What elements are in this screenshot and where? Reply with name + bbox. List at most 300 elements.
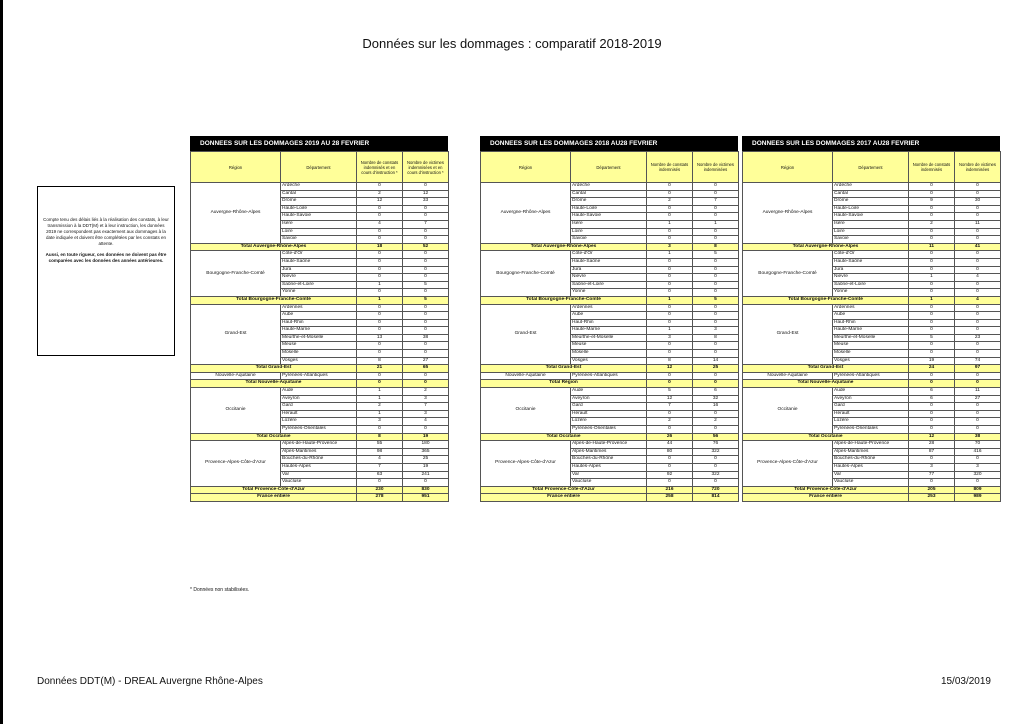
department-cell: Hautes-Alpes (833, 463, 909, 471)
department-cell: Haute-Savoie (281, 213, 357, 221)
victimes-cell: 0 (403, 327, 449, 335)
department-cell: Hautes-Alpes (571, 463, 647, 471)
france-constats-cell: 253 (909, 494, 955, 502)
table-row (191, 372, 449, 380)
victimes-cell: 2 (693, 418, 739, 426)
table-row (743, 441, 1001, 449)
constats-cell: 0 (909, 190, 955, 198)
victimes-cell: 0 (693, 372, 739, 380)
france-victimes-cell: 951 (403, 494, 449, 502)
victimes-cell: 0 (403, 350, 449, 358)
table-row (481, 441, 739, 449)
total-label: Total Auvergne-Rhône-Alpes (191, 243, 357, 251)
total-label: Total Région (481, 380, 647, 388)
department-cell: Alpes-de-Haute-Provence (281, 441, 357, 449)
total-label: Total Occitanie (191, 433, 357, 441)
constats-cell: 0 (909, 426, 955, 434)
victimes-cell: 7 (403, 403, 449, 411)
constats-cell: 0 (909, 236, 955, 244)
victimes-cell: 5 (693, 251, 739, 259)
victimes-cell: 0 (955, 251, 1001, 259)
constats-cell: 0 (357, 426, 403, 434)
victimes-cell: 0 (403, 183, 449, 191)
department-cell: Moselle (571, 350, 647, 358)
constats-cell: 12 (647, 395, 693, 403)
total-victimes-cell: 65 (403, 365, 449, 373)
constats-cell: 4 (357, 456, 403, 464)
department-cell: Haut-Rhin (281, 319, 357, 327)
victimes-cell: 30 (955, 198, 1001, 206)
victimes-cell: 0 (693, 213, 739, 221)
department-cell: Haut-Rhin (571, 319, 647, 327)
total-constats-cell: 3 (647, 243, 693, 251)
note-paragraph-1: Compte tenu des délais liés à la réalisation des constats, à leur transmission à la DDT(M) et à leur instruction, les données 2019 ne correspondent pas exactement aux dommages à la date indiquée et doivent être complétées par les constats en attente. (43, 217, 169, 247)
department-cell: Haute-Saône (833, 258, 909, 266)
victimes-cell: 8 (693, 334, 739, 342)
department-cell: Haute-Loire (281, 205, 357, 213)
constats-cell: 0 (647, 426, 693, 434)
victimes-cell: 0 (693, 304, 739, 312)
victimes-cell: 3 (403, 395, 449, 403)
table-row (743, 183, 1001, 191)
victimes-cell: 0 (955, 456, 1001, 464)
department-cell: Isère (571, 220, 647, 228)
victimes-cell: 0 (955, 289, 1001, 297)
france-total-label: France entière (481, 494, 647, 502)
total-constats-cell: 1 (909, 296, 955, 304)
total-row (191, 486, 449, 494)
table-row (743, 304, 1001, 312)
total-constats-cell: 21 (357, 365, 403, 373)
department-cell: Vosges (833, 357, 909, 365)
table-row (481, 372, 739, 380)
department-cell: Alpes-Maritimes (833, 448, 909, 456)
region-cell: Provence-Alpes-Côte-d'Azur (191, 441, 281, 487)
total-victimes-cell: 809 (955, 486, 1001, 494)
department-cell: Drôme (281, 198, 357, 206)
department-cell: Meurthe-et-Moselle (281, 334, 357, 342)
victimes-cell: 0 (693, 426, 739, 434)
department-cell: Loire (281, 228, 357, 236)
constats-cell: 92 (647, 471, 693, 479)
damage-table-2018 (480, 136, 738, 502)
department-cell: Cantal (281, 190, 357, 198)
constats-cell: 0 (909, 312, 955, 320)
column-header-department: Département (571, 152, 647, 183)
department-cell: Pyrénées-Atlantiques (571, 372, 647, 380)
column-header-constats: Nombre de constats indemnisés et en cours d'instruction * (357, 152, 403, 183)
table-row (191, 183, 449, 191)
victimes-cell: 0 (693, 205, 739, 213)
constats-cell: 1 (647, 220, 693, 228)
department-cell: Loire (571, 228, 647, 236)
department-cell: Hautes-Alpes (281, 463, 357, 471)
france-total-row (481, 494, 739, 502)
victimes-cell: 7 (693, 198, 739, 206)
region-cell: Nouvelle-Aquitaine (191, 372, 281, 380)
department-cell: Drôme (833, 198, 909, 206)
total-row (481, 365, 739, 373)
department-cell: Haute-Loire (571, 205, 647, 213)
department-cell: Haute-Saône (281, 258, 357, 266)
department-cell: Nièvre (281, 274, 357, 282)
total-victimes-cell: 19 (403, 433, 449, 441)
constats-cell: 0 (357, 312, 403, 320)
victimes-cell: 0 (955, 258, 1001, 266)
department-cell: Vosges (281, 357, 357, 365)
constats-cell: 0 (647, 228, 693, 236)
total-constats-cell: 12 (909, 433, 955, 441)
column-header-region: Région (191, 152, 281, 183)
total-label: Total Auvergne-Rhône-Alpes (743, 243, 909, 251)
total-row (743, 243, 1001, 251)
department-cell: Gard (571, 403, 647, 411)
column-header-region: Région (481, 152, 571, 183)
victimes-cell: 322 (693, 471, 739, 479)
constats-cell: 6 (909, 395, 955, 403)
department-cell: Var (833, 471, 909, 479)
total-label: Total Provence-Côte-d'Azur (743, 486, 909, 494)
victimes-cell: 32 (693, 395, 739, 403)
victimes-cell: 70 (955, 441, 1001, 449)
victimes-cell: 23 (955, 334, 1001, 342)
constats-cell: 5 (647, 388, 693, 396)
total-label: Total Grand-Est (481, 365, 647, 373)
total-constats-cell: 24 (909, 365, 955, 373)
constats-cell: 0 (909, 372, 955, 380)
victimes-cell: 0 (955, 319, 1001, 327)
department-cell: Var (571, 471, 647, 479)
victimes-cell: 0 (403, 213, 449, 221)
victimes-cell: 0 (693, 258, 739, 266)
department-cell: Aube (571, 312, 647, 320)
victimes-cell: 0 (955, 372, 1001, 380)
total-row (481, 243, 739, 251)
constats-cell: 9 (909, 198, 955, 206)
constats-cell: 19 (909, 357, 955, 365)
total-label: Total Grand-Est (191, 365, 357, 373)
region-cell: Grand-Est (743, 304, 833, 365)
victimes-cell: 7 (403, 220, 449, 228)
department-cell: Alpes-de-Haute-Provence (833, 441, 909, 449)
constats-cell: 0 (909, 228, 955, 236)
total-victimes-cell: 8 (693, 243, 739, 251)
department-cell: Haute-Savoie (571, 213, 647, 221)
department-cell: Nièvre (833, 274, 909, 282)
region-cell: Bourgogne-Franche-Comté (481, 251, 571, 297)
department-cell: Pyrénées-Atlantiques (833, 372, 909, 380)
department-cell: Pyrénées-Atlantiques (281, 372, 357, 380)
region-cell: Occitanie (191, 388, 281, 434)
victimes-cell: 0 (403, 479, 449, 487)
department-cell: Savoie (571, 236, 647, 244)
department-cell: Isère (833, 220, 909, 228)
constats-cell: 0 (647, 205, 693, 213)
total-label: Total Bourgogne-Franche-Comté (191, 296, 357, 304)
victimes-cell: 0 (403, 266, 449, 274)
department-cell: Ardèche (281, 183, 357, 191)
constats-cell: 0 (647, 319, 693, 327)
victimes-cell: 0 (955, 418, 1001, 426)
department-cell: Aube (281, 312, 357, 320)
constats-cell: 0 (909, 251, 955, 259)
france-victimes-cell: 989 (955, 494, 1001, 502)
department-cell: Alpes-Maritimes (281, 448, 357, 456)
constats-cell: 0 (909, 319, 955, 327)
victimes-cell: 0 (955, 479, 1001, 487)
department-cell: Moselle (281, 350, 357, 358)
total-victimes-cell: 25 (693, 365, 739, 373)
page-title: Données sur les dommages : comparatif 2018-2019 (362, 36, 662, 51)
constats-cell: 1 (357, 395, 403, 403)
victimes-cell: 0 (955, 403, 1001, 411)
total-constats-cell: 216 (647, 486, 693, 494)
total-victimes-cell: 0 (403, 380, 449, 388)
victimes-cell: 0 (403, 205, 449, 213)
victimes-cell: 0 (955, 350, 1001, 358)
constats-cell: 0 (357, 319, 403, 327)
column-header-constats: Nombre de constats indemnisés (909, 152, 955, 183)
victimes-cell: 0 (955, 312, 1001, 320)
department-cell: Saône-et-Loire (281, 281, 357, 289)
table-row (481, 304, 739, 312)
constats-cell: 7 (357, 463, 403, 471)
department-cell: Alpes-de-Haute-Provence (571, 441, 647, 449)
constats-cell: 0 (357, 205, 403, 213)
table-row (743, 251, 1001, 259)
constats-cell: 0 (357, 274, 403, 282)
victimes-cell: 365 (403, 448, 449, 456)
department-cell: Aube (833, 312, 909, 320)
column-header-department: Département (281, 152, 357, 183)
constats-cell: 0 (909, 205, 955, 213)
victimes-cell: 5 (403, 281, 449, 289)
total-constats-cell: 12 (647, 365, 693, 373)
constats-cell: 1 (647, 251, 693, 259)
department-cell: Côte-d'Or (281, 251, 357, 259)
constats-cell: 0 (909, 213, 955, 221)
constats-cell: 0 (909, 350, 955, 358)
victimes-cell: 19 (403, 463, 449, 471)
constats-cell: 8 (647, 357, 693, 365)
victimes-cell: 0 (403, 258, 449, 266)
victimes-cell: 27 (403, 357, 449, 365)
department-cell: Loire (833, 228, 909, 236)
victimes-cell: 0 (955, 426, 1001, 434)
table-row (191, 441, 449, 449)
department-cell: Haute-Marne (833, 327, 909, 335)
constats-cell: 0 (647, 289, 693, 297)
total-label: Total Nouvelle-Aquitaine (191, 380, 357, 388)
department-cell: Aude (281, 388, 357, 396)
column-header-victimes: Nombre de victimes indemnisées et en cours d'instruction * (403, 152, 449, 183)
constats-cell: 98 (357, 448, 403, 456)
constats-cell: 0 (647, 350, 693, 358)
department-cell: Vaucluse (281, 479, 357, 487)
constats-cell: 0 (357, 258, 403, 266)
department-cell: Pyrénées-Orientales (833, 426, 909, 434)
victimes-cell: 0 (955, 190, 1001, 198)
constats-cell: 1 (909, 274, 955, 282)
france-victimes-cell: 814 (693, 494, 739, 502)
victimes-cell: 0 (403, 372, 449, 380)
france-constats-cell: 258 (647, 494, 693, 502)
france-total-row (743, 494, 1001, 502)
constats-cell: 0 (357, 350, 403, 358)
constats-cell: 6 (909, 388, 955, 396)
region-cell: Auvergne-Rhône-Alpes (743, 183, 833, 244)
victimes-cell: 76 (693, 441, 739, 449)
total-label: Total Grand-Est (743, 365, 909, 373)
constats-cell: 0 (909, 410, 955, 418)
victimes-cell: 0 (693, 319, 739, 327)
footnote: * Données non stabilisées. (190, 587, 250, 593)
department-cell: Hérault (281, 410, 357, 418)
victimes-cell: 0 (693, 456, 739, 464)
region-cell: Nouvelle-Aquitaine (743, 372, 833, 380)
region-cell: Provence-Alpes-Côte-d'Azur (481, 441, 571, 487)
damage-table-2017 (742, 136, 1000, 502)
table-title: DONNEES SUR LES DOMMAGES 2019 AU 28 FEVRIER (190, 136, 448, 151)
total-victimes-cell: 97 (955, 365, 1001, 373)
department-cell: Haute-Marne (571, 327, 647, 335)
constats-cell: 0 (909, 304, 955, 312)
department-cell: Aude (833, 388, 909, 396)
victimes-cell: 241 (403, 471, 449, 479)
constats-cell: 2 (647, 198, 693, 206)
constats-cell: 0 (647, 183, 693, 191)
victimes-cell: 0 (693, 236, 739, 244)
victimes-cell: 0 (955, 205, 1001, 213)
constats-cell: 2 (647, 418, 693, 426)
constats-cell: 80 (647, 448, 693, 456)
total-constats-cell: 18 (357, 243, 403, 251)
constats-cell: 13 (357, 334, 403, 342)
france-constats-cell: 278 (357, 494, 403, 502)
victimes-cell: 0 (693, 463, 739, 471)
victimes-cell: 0 (955, 266, 1001, 274)
total-label: Total Occitanie (743, 433, 909, 441)
table-row (191, 388, 449, 396)
constats-cell: 0 (357, 266, 403, 274)
victimes-cell: 0 (955, 304, 1001, 312)
france-total-label: France entière (743, 494, 909, 502)
constats-cell: 0 (909, 418, 955, 426)
total-victimes-cell: 38 (955, 433, 1001, 441)
department-cell: Nièvre (571, 274, 647, 282)
victimes-cell: 1 (693, 220, 739, 228)
constats-cell: 87 (909, 448, 955, 456)
victimes-cell: 0 (403, 304, 449, 312)
constats-cell: 0 (357, 183, 403, 191)
constats-cell: 0 (357, 289, 403, 297)
france-total-row (191, 494, 449, 502)
constats-cell: 0 (909, 281, 955, 289)
victimes-cell: 0 (693, 190, 739, 198)
constats-cell: 0 (357, 479, 403, 487)
department-cell: Moselle (833, 350, 909, 358)
constats-cell: 8 (357, 357, 403, 365)
victimes-cell: 0 (693, 266, 739, 274)
department-cell: Ardèche (833, 183, 909, 191)
constats-cell: 0 (647, 463, 693, 471)
department-cell: Gard (833, 403, 909, 411)
table-row (481, 251, 739, 259)
department-cell: Pyrénées-Orientales (281, 426, 357, 434)
total-label: Total Provence-Côte-d'Azur (481, 486, 647, 494)
victimes-cell: 3 (955, 463, 1001, 471)
department-cell: Hérault (571, 410, 647, 418)
column-header-victimes: Nombre de victimes indemnisées (693, 152, 739, 183)
constats-cell: 0 (647, 213, 693, 221)
victimes-cell: 74 (955, 357, 1001, 365)
victimes-cell: 0 (693, 183, 739, 191)
department-cell: Savoie (281, 236, 357, 244)
department-cell: Aveyron (571, 395, 647, 403)
department-cell: Cantal (833, 190, 909, 198)
france-total-label: France entière (191, 494, 357, 502)
victimes-cell: 0 (693, 281, 739, 289)
constats-cell: 3 (647, 334, 693, 342)
column-header-department: Département (833, 152, 909, 183)
total-constats-cell: 26 (647, 433, 693, 441)
victimes-cell: 0 (693, 342, 739, 350)
constats-cell: 0 (909, 327, 955, 335)
victimes-cell: 12 (403, 190, 449, 198)
victimes-cell: 0 (955, 281, 1001, 289)
victimes-cell: 0 (955, 342, 1001, 350)
department-cell: Côte-d'Or (571, 251, 647, 259)
victimes-cell: 0 (403, 426, 449, 434)
department-cell: Bouches-du-Rhône (571, 456, 647, 464)
total-row (191, 380, 449, 388)
department-cell: Jura (281, 266, 357, 274)
victimes-cell: 0 (403, 312, 449, 320)
region-cell: Auvergne-Rhône-Alpes (481, 183, 571, 244)
department-cell: Lozère (281, 418, 357, 426)
constats-cell: 0 (647, 266, 693, 274)
department-cell: Alpes-Maritimes (571, 448, 647, 456)
total-label: Total Auvergne-Rhône-Alpes (481, 243, 647, 251)
table-row (743, 388, 1001, 396)
department-cell: Haute-Savoie (833, 213, 909, 221)
total-constats-cell: 205 (909, 486, 955, 494)
total-victimes-cell: 830 (403, 486, 449, 494)
department-cell: Meuse (833, 342, 909, 350)
department-cell: Saône-et-Loire (833, 281, 909, 289)
constats-cell: 2 (357, 403, 403, 411)
total-label: Total Nouvelle-Aquitaine (743, 380, 909, 388)
victimes-cell: 0 (693, 312, 739, 320)
department-cell: Gard (281, 403, 357, 411)
constats-cell: 2 (909, 220, 955, 228)
footer-source: Données DDT(M) - DREAL Auvergne Rhône-Alpes (37, 676, 263, 687)
total-victimes-cell: 41 (955, 243, 1001, 251)
table-row (191, 251, 449, 259)
total-constats-cell: 11 (909, 243, 955, 251)
victimes-cell: 0 (955, 183, 1001, 191)
victimes-cell: 320 (955, 471, 1001, 479)
constats-cell: 0 (357, 304, 403, 312)
constats-cell: 0 (909, 183, 955, 191)
department-cell: Pyrénées-Orientales (571, 426, 647, 434)
department-cell: Saône-et-Loire (571, 281, 647, 289)
department-cell: Lozère (833, 418, 909, 426)
victimes-cell: 0 (403, 228, 449, 236)
department-cell: Lozère (571, 418, 647, 426)
total-victimes-cell: 0 (955, 380, 1001, 388)
victimes-cell: 0 (955, 236, 1001, 244)
